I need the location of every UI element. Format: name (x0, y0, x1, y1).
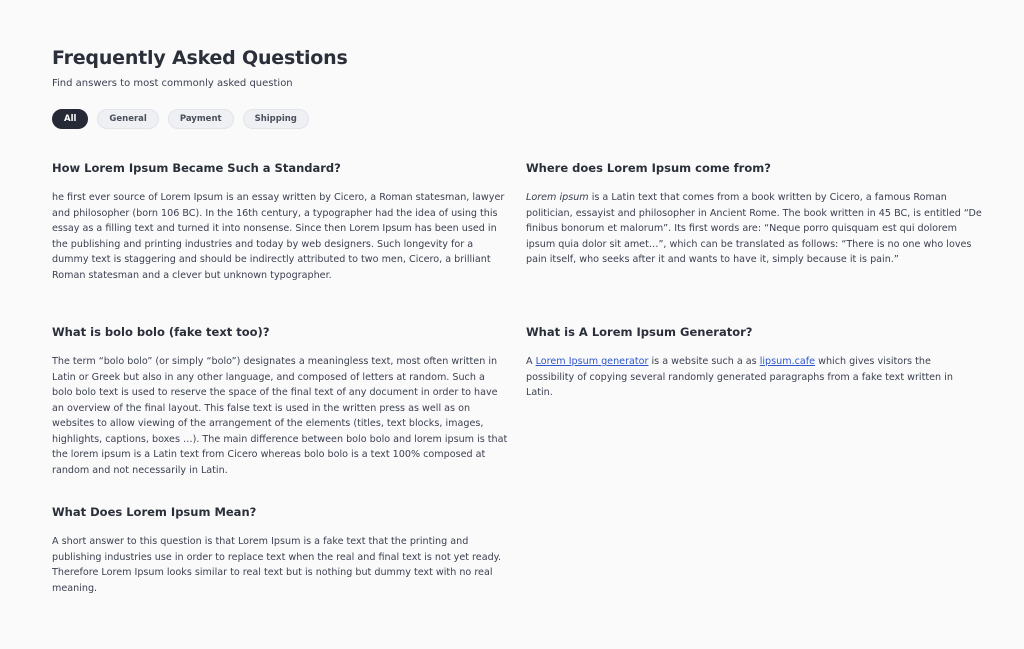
faq-item (526, 324, 982, 401)
lipsum-cafe-link[interactable]: lipsum.cafe (759, 356, 816, 367)
faq-item (52, 160, 508, 283)
faq-item (526, 160, 982, 268)
tab-shipping[interactable]: Shipping (243, 109, 309, 129)
faq-question: What Does Lorem Ipsum Mean? (52, 505, 257, 519)
page-title: Frequently Asked Questions (52, 47, 348, 69)
answer-text: is a Latin text that comes from a book written by Cicero, a famous Roman politician, essayist and philosopher in Ancient Rome. The book written in 45 BC, is entitled “De finibus bonorum et malorum”. Its first words are: “Neque porro quisquam est qui dolorem ipsum quia dolor sit amet…”, which can be translated as follows: “There is no one who loves pain itself, who seeks after it and wants to have it, simply because it is pain.” (526, 192, 982, 265)
lorem-ipsum-generator-link[interactable]: Lorem Ipsum generator (535, 356, 649, 367)
answer-text: which gives visitors the possibility of copying several randomly generated paragraphs from a fake text written in Latin. (526, 356, 953, 398)
faq-answer: A short answer to this question is that Lorem Ipsum is a fake text that the printing and publishing industries use in order to replace text when the real and final text is not yet ready. Therefore Lorem Ipsum looks similar to real text but is nothing but dummy text with no real meaning. (52, 536, 502, 594)
faq-question: Where does Lorem Ipsum come from? (526, 161, 771, 175)
tab-payment[interactable]: Payment (168, 109, 234, 129)
faq-header (52, 44, 972, 91)
faq-answer (526, 354, 982, 401)
faq-answer: The term “bolo bolo” (or simply “bolo”) designates a meaningless text, most often written in Latin or Greek but also in any other language, and composed of letters at random. Such a bolo bolo text is used to reserve the space of the final text of any document in order to have an overview of the final layout. This false text is used in the written press as well as on websites to allow viewing of the arrangement of the elements (titles, text blocks, images, highlights, captions, boxes …). The main difference between bolo bolo and lorem ipsum is that the lorem ipsum is a Latin text from Cicero whereas bolo bolo is a text 100% composed at random and not necessarily in Latin. (52, 356, 508, 476)
category-tabs (52, 109, 309, 129)
faq-question: What is bolo bolo (fake text too)? (52, 325, 270, 339)
tab-all[interactable]: All (52, 109, 88, 129)
faq-answer: he first ever source of Lorem Ipsum is an essay written by Cicero, a Roman statesman, lawyer and philosopher (born 106 BC). In the 16th century, a typographer had the idea of using this essay as a filling text and turned it into nonsense. Since then Lorem Ipsum has been used in the publishing and printing industries and today by web designers. Such longevity for a dummy text is staggering and should be indirectly attributed to two men, Cicero, a brilliant Roman statesman and a clever but unknown typographer. (52, 192, 505, 281)
page-subtitle: Find answers to most commonly asked question (52, 78, 293, 89)
faq-item (52, 504, 508, 596)
answer-italic-term: Lorem ipsum (526, 192, 589, 203)
faq-question: How Lorem Ipsum Became Such a Standard? (52, 161, 341, 175)
faq-answer (526, 190, 982, 268)
faq-question: What is A Lorem Ipsum Generator? (526, 325, 753, 339)
faq-item (52, 324, 508, 478)
answer-text: is a website such a as (648, 356, 760, 367)
tab-general[interactable]: General (97, 109, 158, 129)
answer-text: A (526, 356, 536, 367)
